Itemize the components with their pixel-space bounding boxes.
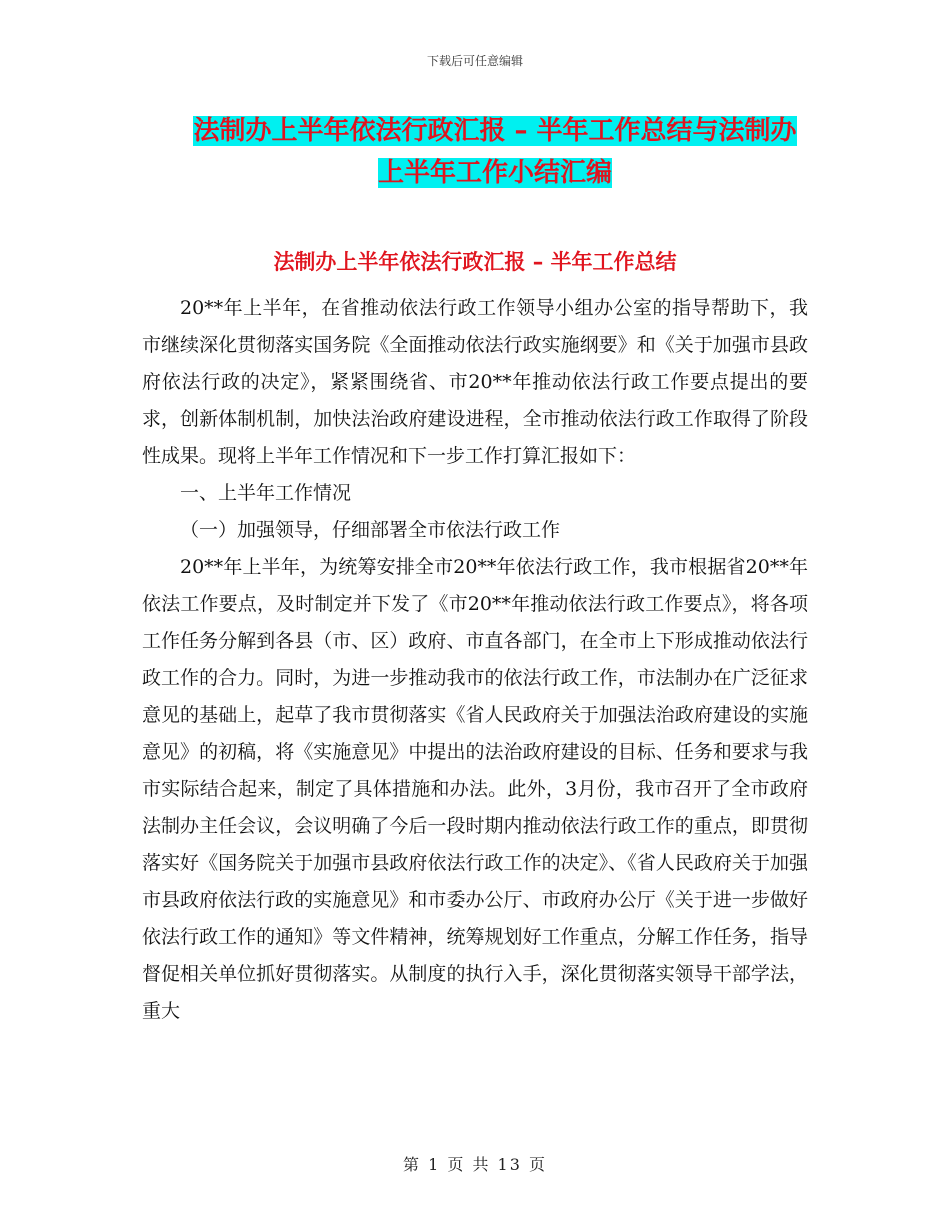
heading-part-one: 一、上半年工作情况 <box>180 482 352 504</box>
document-body <box>142 290 808 1030</box>
page-header-note: 下载后可任意编辑 <box>426 54 523 68</box>
paragraph-intro: 20**年上半年，在省推动依法行政工作领导小组办公室的指导帮助下，我市继续深化贯彻落实国务院《全面推动依法行政实施纲要》和《关于加强市县政府依法行政的决定》，紧紧围绕省、市20**年推动依法行政工作要点提出的要求，创新体制机制，加快法治政府建设进程，全市推动依法行政工作取得了阶段性成果。现将上半年工作情况和下一步工作打算汇报如下： <box>142 297 808 467</box>
paragraph-leadership: 20**年上半年，为统筹安排全市20**年依法行政工作，我市根据省20**年依法工作要点，及时制定并下发了《市20**年推动依法行政工作要点》，将各项工作任务分解到各县（市、区）政府、市直各部门，在全市上下形成推动依法行政工作的合力。同时，为进一步推动我市的依法行政工作，市法制办在广泛征求意见的基础上，起草了我市贯彻落实《省人民政府关于加强法治政府建设的实施意见》的初稿，将《实施意见》中提出的法治政府建设的目标、任务和要求与我市实际结合起来，制定了具体措施和办法。此外，3月份，我市召开了全市政府法制办主任会议，会议明确了今后一段时期内推动依法行政工作的重点，即贯彻落实好《国务院关于加强市县政府依法行政工作的决定》、《省人民政府关于加强市县政府依法行政的实施意见》和市委办公厅、市政府办公厅《关于进一步做好依法行政工作的通知》等文件精神，统筹规划好工作重点，分解工作任务，指导督促相关单位抓好贯彻落实。从制度的执行入手，深化贯彻落实领导干部学法，重大 <box>142 556 808 1022</box>
section-title: 法制办上半年依法行政汇报 – 半年工作总结 <box>273 250 677 274</box>
document-title <box>140 110 850 194</box>
document-title-line-1: 法制办上半年依法行政汇报 – 半年工作总结与法制办 <box>193 116 797 146</box>
subheading-one: （一）加强领导，仔细部署全市依法行政工作 <box>180 519 561 541</box>
document-title-line-2: 上半年工作小结汇编 <box>377 158 612 188</box>
page-number-footer: 第 1 页 共 13 页 <box>403 1155 547 1174</box>
